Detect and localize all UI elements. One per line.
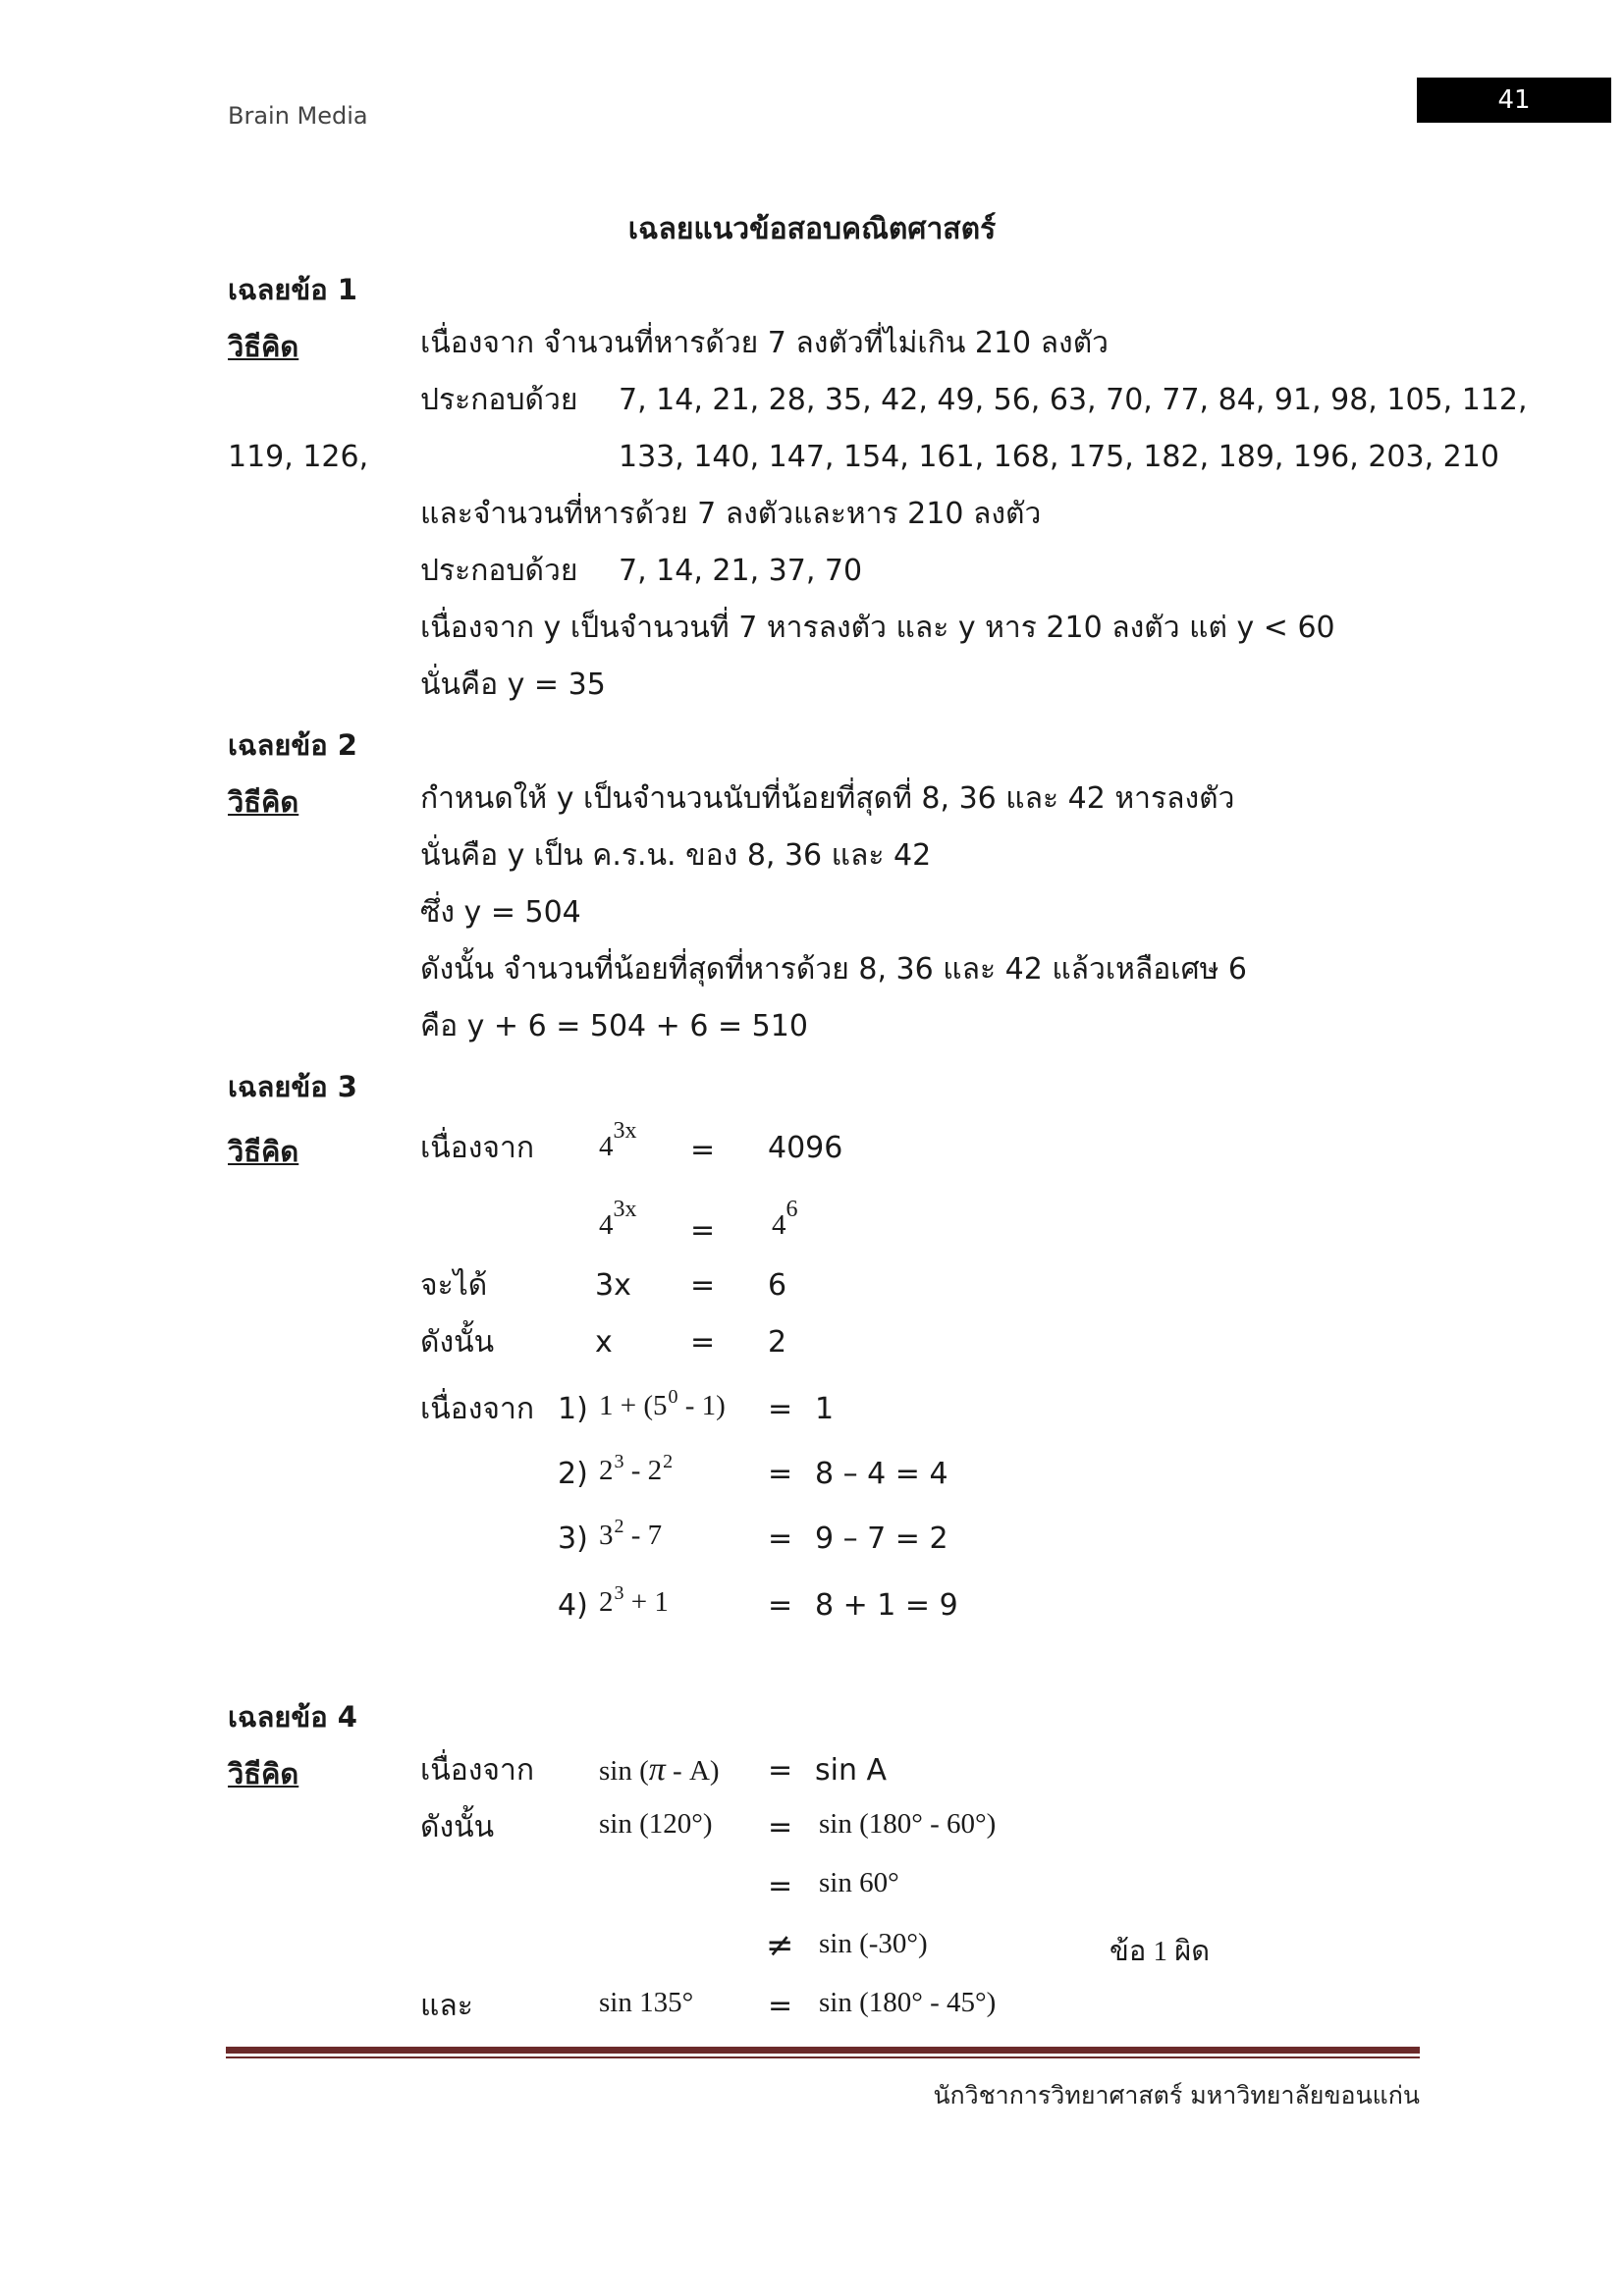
q3-option-3-result: 9 – 7 = 2	[815, 1522, 948, 1556]
q3-option-4-expr: $2^3 + 1$	[599, 1582, 669, 1618]
q4-row5-rhs: sin (180° - 45°)	[819, 1987, 997, 2018]
q1-heading: เฉลยข้อ 1	[228, 273, 357, 306]
q3-step4-rhs: 2	[768, 1325, 787, 1360]
q3-option-1-num: 1)	[558, 1392, 588, 1426]
q4-identity-lhs: sin (π - A)	[599, 1751, 720, 1788]
q3-since-label: เนื่องจาก	[420, 1131, 535, 1165]
q1-divisors-list: 7, 14, 21, 37, 70	[619, 554, 863, 588]
q3-rhs-1: 4096	[768, 1131, 843, 1165]
q3-option-2-expr: $2^3 - 2^2$	[599, 1451, 674, 1486]
q4-row5-lhs: sin 135°	[599, 1987, 694, 2018]
q1-answer: นั่นคือ y = 35	[420, 667, 606, 702]
q3-option-1-result: 1	[815, 1392, 835, 1426]
q3-option-1-expr: $1 + (5^0 - 1)$	[599, 1386, 726, 1421]
q4-eq-1: =	[768, 1753, 793, 1788]
q4-therefore-label: ดังนั้น	[420, 1810, 495, 1844]
q3-rhs-2: $4^6$	[772, 1197, 798, 1241]
q4-since-label: เนื่องจาก	[420, 1753, 535, 1788]
q4-eq-2: =	[768, 1810, 793, 1844]
page-title: เฉลยแนวข้อสอบคณิตศาสตร์	[627, 212, 997, 246]
footer-rule-thick	[226, 2047, 1420, 2054]
q4-eq-5: =	[768, 1989, 793, 2023]
q3-eq-2: =	[690, 1213, 716, 1248]
q3-option-2-num: 2)	[558, 1457, 588, 1491]
q4-row2-lhs: sin (120°)	[599, 1808, 713, 1840]
q3-option-3-eq: =	[768, 1522, 793, 1556]
q2-line-2: นั่นคือ y เป็น ค.ร.น. ของ 8, 36 และ 42	[420, 838, 932, 873]
q3-option-4-result: 8 + 1 = 9	[815, 1588, 958, 1623]
q3-option-1-eq: =	[768, 1392, 793, 1426]
q3-option-2-result: 8 – 4 = 4	[815, 1457, 948, 1491]
q1-multiples-list-2: 133, 140, 147, 154, 161, 168, 175, 182, 189, 196, 203, 210	[619, 440, 1499, 474]
q3-option-2-eq: =	[768, 1457, 793, 1491]
q4-and-label: และ	[420, 1989, 473, 2023]
q2-line-1: กำหนดให้ y เป็นจำนวนนับที่น้อยที่สุดที่ 8, 36 และ 42 หารลงตัว	[420, 781, 1235, 816]
q4-method-label: วิธีคิด	[228, 1757, 299, 1790]
q1-line-3: และจำนวนที่หารด้วย 7 ลงตัวและหาร 210 ลงตัว	[420, 497, 1042, 531]
q3-eq-4: =	[690, 1325, 716, 1360]
footer-text: นักวิชาการวิทยาศาสตร์ มหาวิทยาลัยขอนแก่น	[933, 2081, 1420, 2109]
q3-method-label: วิธีคิด	[228, 1135, 299, 1168]
q3-step4-lhs: x	[595, 1325, 613, 1360]
q4-row3-rhs: sin 60°	[819, 1867, 899, 1898]
q4-row2-rhs: sin (180° - 60°)	[819, 1808, 997, 1840]
q2-heading: เฉลยข้อ 2	[228, 728, 357, 762]
q4-eq-3: =	[768, 1869, 793, 1903]
q4-identity-rhs: sin A	[815, 1753, 888, 1788]
q3-option-3-num: 3)	[558, 1522, 588, 1556]
q3-since-label-2: เนื่องจาก	[420, 1392, 535, 1426]
q3-eq-1: =	[690, 1133, 716, 1167]
q3-step3-rhs: 6	[768, 1268, 787, 1303]
page-number: 41	[1417, 78, 1611, 123]
q3-lhs-1: $4^{3x}$	[599, 1118, 637, 1162]
q3-therefore-label: ดังนั้น	[420, 1325, 495, 1360]
q4-row4-note: ข้อ 1 ผิด	[1110, 1936, 1211, 1967]
q3-option-4-eq: =	[768, 1588, 793, 1623]
q2-line-4: ดังนั้น จำนวนที่น้อยที่สุดที่หารด้วย 8, 36 และ 42 แล้วเหลือเศษ 6	[420, 952, 1248, 987]
q2-answer: คือ y + 6 = 504 + 6 = 510	[420, 1009, 808, 1043]
q3-eq-3: =	[690, 1268, 716, 1303]
q4-row4-rhs: sin (-30°)	[819, 1928, 928, 1959]
q1-consists-2: ประกอบด้วย	[420, 554, 578, 588]
q4-neq: ≠	[766, 1926, 794, 1965]
q1-multiples-list-2-left: 119, 126,	[228, 440, 369, 474]
q4-heading: เฉลยข้อ 4	[228, 1700, 357, 1734]
q3-step3-lhs: 3x	[595, 1268, 631, 1303]
q3-heading: เฉลยข้อ 3	[228, 1070, 357, 1103]
q3-lhs-2: $4^{3x}$	[599, 1197, 637, 1241]
q2-line-3: ซึ่ง y = 504	[420, 895, 581, 930]
footer-rule-thin	[226, 2056, 1420, 2058]
q3-option-4-num: 4)	[558, 1588, 588, 1623]
q1-line-5: เนื่องจาก y เป็นจำนวนที่ 7 หารลงตัว และ y หาร 210 ลงตัว แต่ y < 60	[420, 611, 1335, 645]
q2-method-label: วิธีคิด	[228, 785, 299, 819]
q1-line-1: เนื่องจาก จำนวนที่หารด้วย 7 ลงตัวที่ไม่เกิน 210 ลงตัว	[420, 326, 1110, 360]
q3-option-3-expr: $3^2 - 7$	[599, 1516, 663, 1551]
header-brand: Brain Media	[228, 102, 368, 130]
q1-consists-1: ประกอบด้วย	[420, 383, 578, 417]
q3-get-label: จะได้	[420, 1268, 488, 1303]
q1-multiples-list-1: 7, 14, 21, 28, 35, 42, 49, 56, 63, 70, 77, 84, 91, 98, 105, 112,	[619, 383, 1528, 417]
q1-method-label: วิธีคิด	[228, 330, 299, 363]
